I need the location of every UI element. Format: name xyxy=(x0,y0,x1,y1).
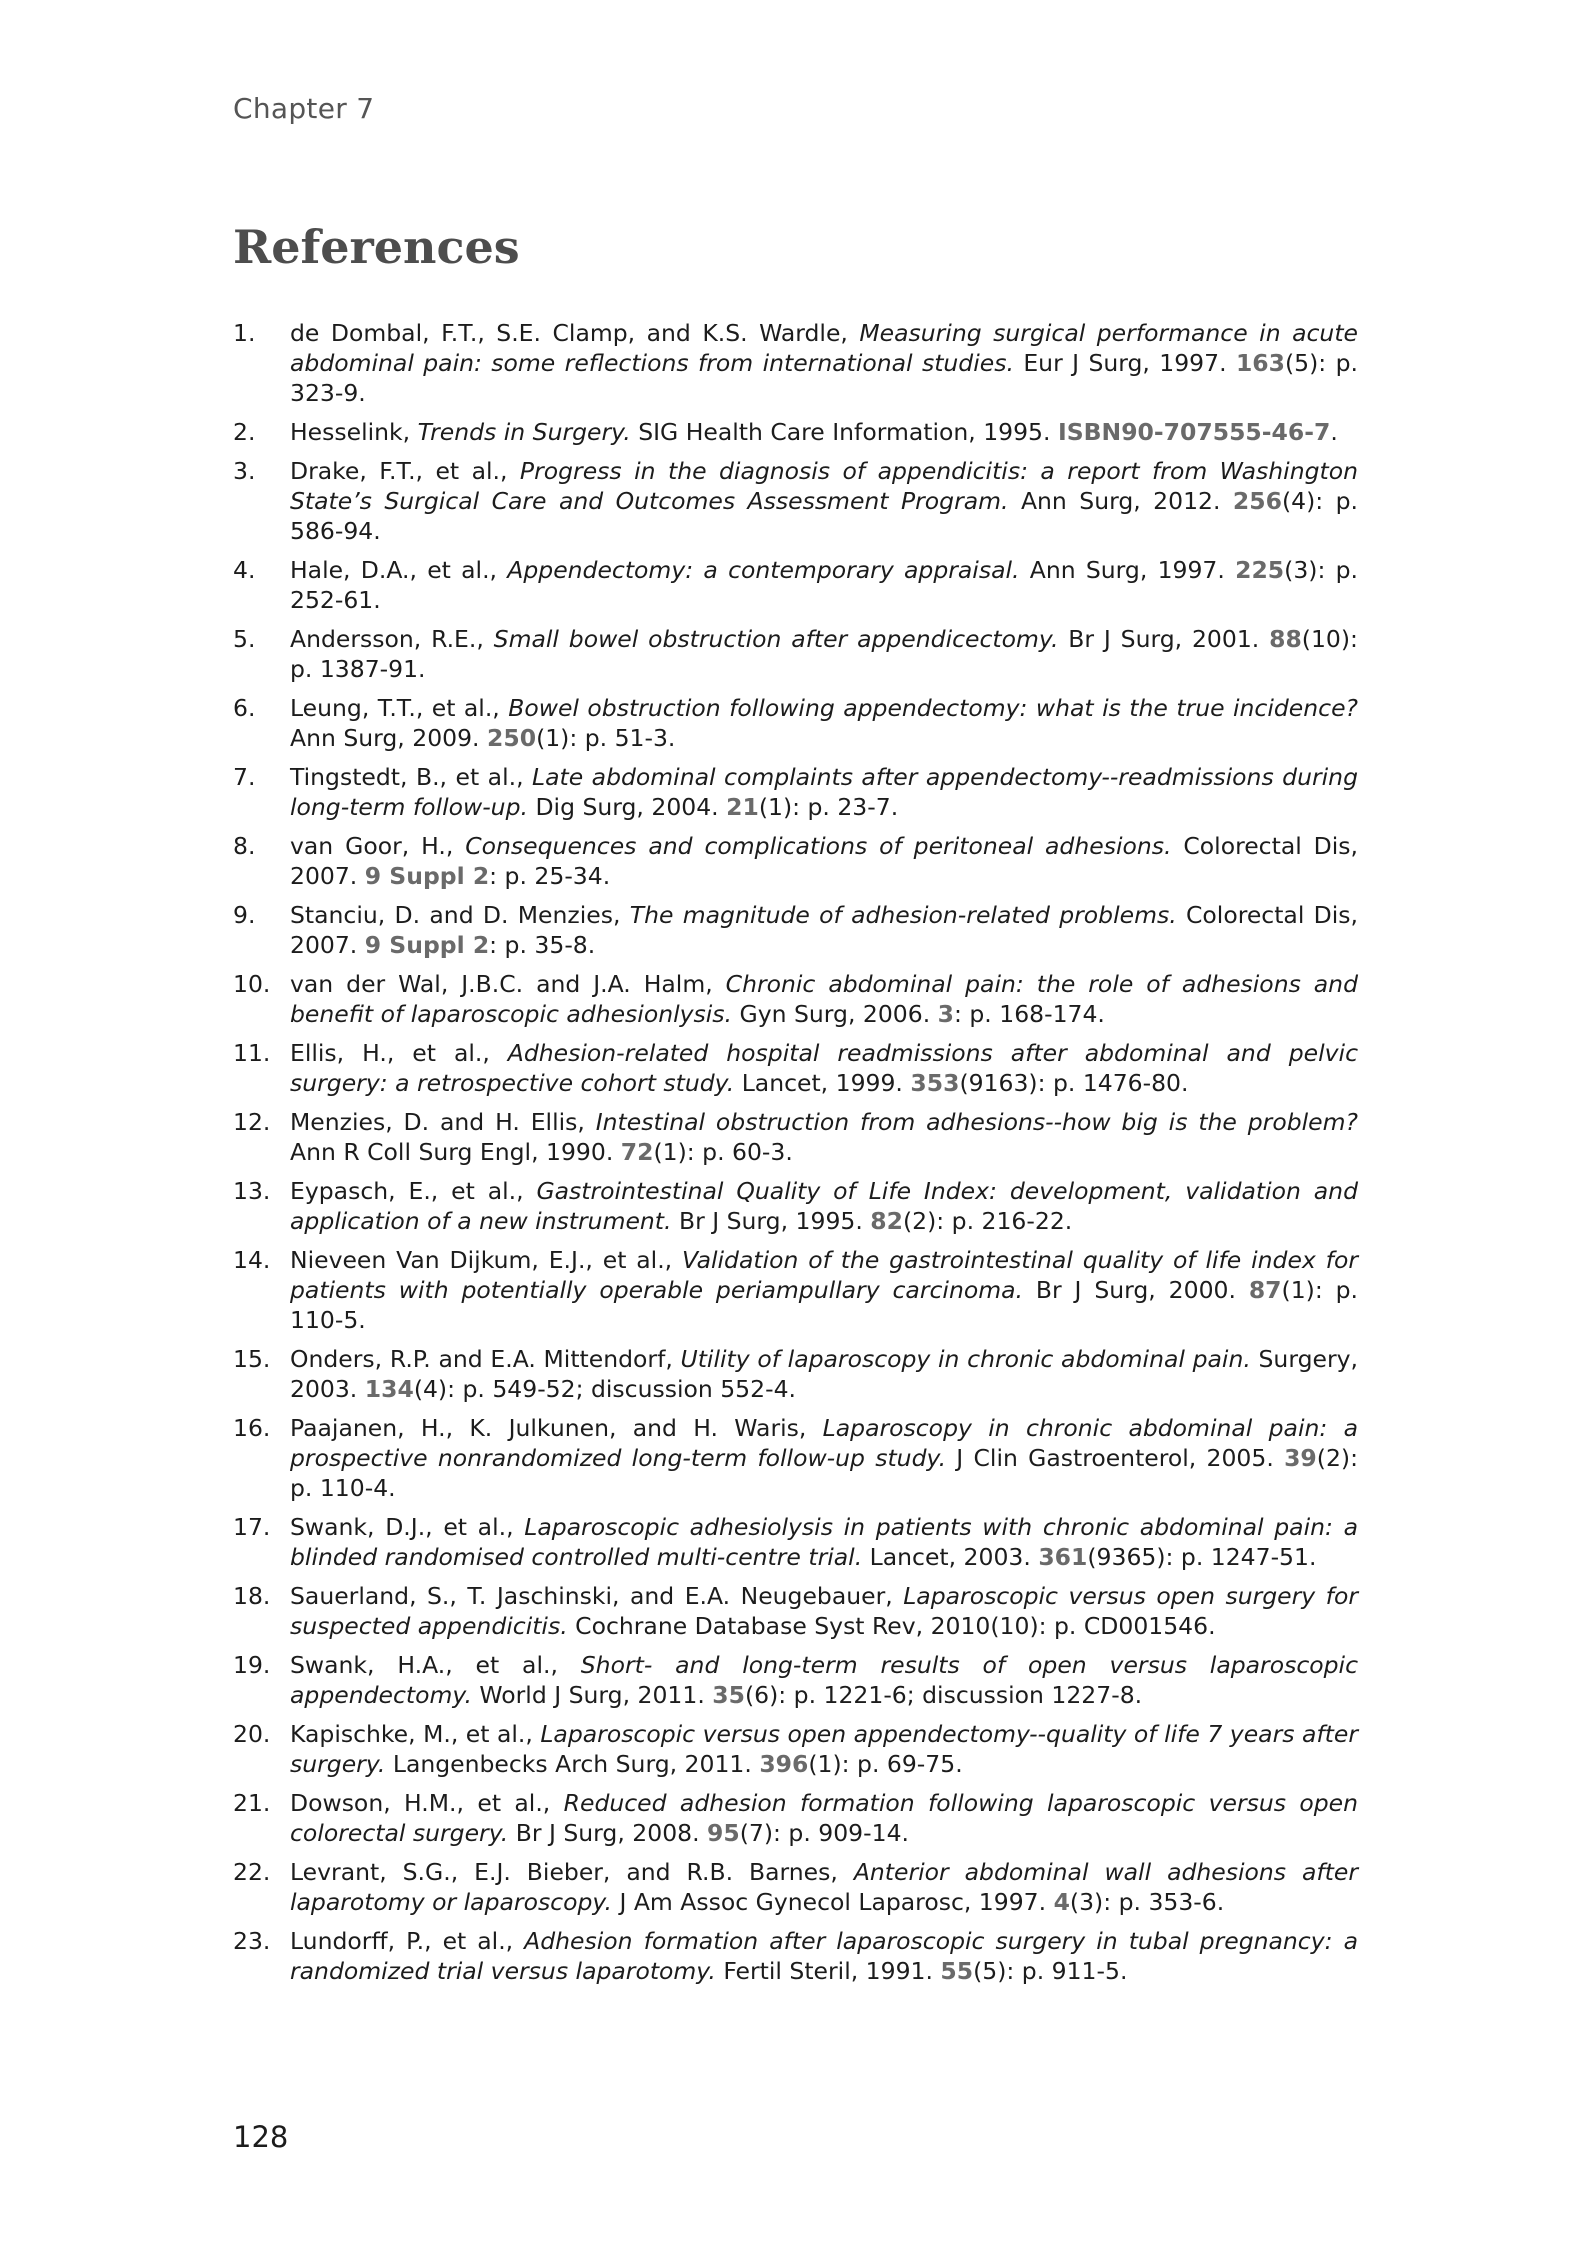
reference-number: 12. xyxy=(233,1108,271,1136)
reference-number: 20. xyxy=(233,1720,271,1748)
reference-authors: van der Wal, J.B.C. and J.A. Halm, xyxy=(290,970,726,998)
reference-number: 9. xyxy=(233,901,256,929)
reference-number: 10. xyxy=(233,970,271,998)
reference-pages: (4): p. 549-52; discussion 552-4. xyxy=(413,1375,796,1403)
reference-authors: Onders, R.P. and E.A. Mittendorf, xyxy=(290,1345,681,1373)
reference-authors: Menzies, D. and H. Ellis, xyxy=(290,1108,596,1136)
reference-journal: Lancet, 2003. xyxy=(862,1543,1039,1571)
reference-volume: 250 xyxy=(487,724,537,752)
reference-item xyxy=(233,900,1358,960)
reference-authors: Tingstedt, B., et al., xyxy=(290,763,533,791)
reference-authors: Sauerland, S., T. Jaschinski, and E.A. Neugebauer, xyxy=(290,1582,904,1610)
reference-authors: Kapischke, M., et al., xyxy=(290,1720,541,1748)
reference-volume: 353 xyxy=(910,1069,960,1097)
reference-title: Chronic abdominal pain: the role of adhesions and benefit of laparoscopic adhesionlysis. xyxy=(290,970,1358,1028)
reference-pages: : p. 25-34. xyxy=(489,862,611,890)
reference-title: Laparoscopic adhesiolysis in patients with chronic abdominal pain: a blinded randomised controlled multi-centre trial. xyxy=(290,1513,1358,1571)
reference-pages: (4): p. 586-94. xyxy=(290,487,1358,545)
reference-item xyxy=(233,1038,1358,1098)
reference-journal: Br J Surg, 1995. xyxy=(671,1207,871,1235)
reference-item xyxy=(233,1926,1358,1986)
reference-journal: Gyn Surg, 2006. xyxy=(732,1000,938,1028)
reference-authors: van Goor, H., xyxy=(290,832,466,860)
reference-item xyxy=(233,1413,1358,1503)
page-number: 128 xyxy=(233,2120,289,2154)
reference-journal: Eur J Surg, 1997. xyxy=(1013,349,1236,377)
reference-pages: (1): p. 51-3. xyxy=(536,724,676,752)
reference-pages: (9163): p. 1476-80. xyxy=(959,1069,1189,1097)
reference-item xyxy=(233,1788,1358,1848)
reference-pages: (3): p. 353-6. xyxy=(1069,1888,1225,1916)
reference-item xyxy=(233,831,1358,891)
reference-item xyxy=(233,693,1358,753)
reference-volume: 9 Suppl 2 xyxy=(364,862,490,890)
reference-authors: Eypasch, E., et al., xyxy=(290,1177,537,1205)
reference-pages: . xyxy=(1330,418,1338,446)
reference-authors: Andersson, R.E., xyxy=(290,625,494,653)
reference-volume: 39 xyxy=(1284,1444,1317,1472)
reference-journal: Lancet, 1999. xyxy=(734,1069,911,1097)
reference-title: Validation of the gastrointestinal quality of life index for patients with potentially operable periampullary carcinoma. xyxy=(290,1246,1358,1304)
reference-title: Short- and long-term results of open versus laparoscopic appendectomy. xyxy=(290,1651,1358,1709)
reference-item xyxy=(233,417,1358,447)
reference-volume: 72 xyxy=(620,1138,654,1166)
reference-journal: Colorectal Dis, 2007. xyxy=(290,832,1358,890)
reference-number: 18. xyxy=(233,1582,271,1610)
reference-volume: 9 Suppl 2 xyxy=(364,931,490,959)
reference-volume: 361 xyxy=(1038,1543,1088,1571)
reference-journal: Ann Surg, 1997. xyxy=(1019,556,1236,584)
reference-volume: 256 xyxy=(1232,487,1282,515)
reference-item xyxy=(233,969,1358,1029)
reference-journal: Colorectal Dis, 2007. xyxy=(290,901,1358,959)
reference-volume: 396 xyxy=(759,1750,809,1778)
reference-volume: 35 xyxy=(712,1681,745,1709)
reference-journal: Fertil Steril, 1991. xyxy=(715,1957,941,1985)
reference-number: 1. xyxy=(233,319,256,347)
reference-journal: Cochrane Database Syst Rev, 2010(10): p. CD001546. xyxy=(567,1612,1216,1640)
reference-pages: (1): p. 23-7. xyxy=(758,793,899,821)
reference-volume: 21 xyxy=(726,793,759,821)
reference-item xyxy=(233,318,1358,408)
section-title: References xyxy=(233,220,520,274)
reference-item xyxy=(233,1719,1358,1779)
reference-title: Laparoscopy in chronic abdominal pain: a prospective nonrandomized long-term follow-up study. xyxy=(290,1414,1358,1472)
reference-number: 13. xyxy=(233,1177,271,1205)
reference-title: Trends in Surgery. xyxy=(417,418,631,446)
reference-item xyxy=(233,1176,1358,1236)
reference-authors: Leung, T.T., et al., xyxy=(290,694,509,722)
reference-item xyxy=(233,1245,1358,1335)
reference-item xyxy=(233,1512,1358,1572)
reference-pages: (5): p. 323-9. xyxy=(290,349,1358,407)
reference-list xyxy=(233,318,1358,1995)
reference-pages: (3): p. 252-61. xyxy=(290,556,1359,614)
reference-pages: (1): p. 69-75. xyxy=(808,1750,963,1778)
reference-authors: Swank, D.J., et al., xyxy=(290,1513,525,1541)
reference-pages: (1): p. 60-3. xyxy=(653,1138,793,1166)
reference-title: Laparoscopic versus open surgery for suspected appendicitis. xyxy=(290,1582,1358,1640)
reference-authors: Hale, D.A., et al., xyxy=(290,556,508,584)
reference-volume: 82 xyxy=(870,1207,903,1235)
reference-number: 5. xyxy=(233,625,256,653)
reference-volume: 225 xyxy=(1235,556,1285,584)
reference-authors: de Dombal, F.T., S.E. Clamp, and K.S. Wardle, xyxy=(290,319,860,347)
reference-number: 3. xyxy=(233,457,256,485)
reference-authors: Dowson, H.M., et al., xyxy=(290,1789,564,1817)
reference-number: 4. xyxy=(233,556,256,584)
reference-journal: Ann R Coll Surg Engl, 1990. xyxy=(290,1138,621,1166)
reference-title: Laparoscopic versus open appendectomy--quality of life 7 years after surgery. xyxy=(290,1720,1358,1778)
reference-authors: Stanciu, D. and D. Menzies, xyxy=(290,901,630,929)
reference-title: Adhesion-related hospital readmissions after abdominal and pelvic surgery: a retrospective cohort study. xyxy=(290,1039,1358,1097)
reference-volume: 87 xyxy=(1248,1276,1282,1304)
reference-title: Small bowel obstruction after appendicectomy. xyxy=(493,625,1059,653)
reference-title: Intestinal obstruction from adhesions--how big is the problem? xyxy=(595,1108,1358,1136)
reference-authors: Paajanen, H., K. Julkunen, and H. Waris, xyxy=(290,1414,823,1442)
reference-title: Consequences and complications of peritoneal adhesions. xyxy=(465,832,1172,860)
reference-title: Measuring surgical performance in acute abdominal pain: some reflections from international studies. xyxy=(290,319,1358,377)
reference-authors: Drake, F.T., et al., xyxy=(290,457,520,485)
reference-number: 15. xyxy=(233,1345,271,1373)
reference-volume: 88 xyxy=(1269,625,1302,653)
reference-volume: 55 xyxy=(940,1957,974,1985)
reference-number: 22. xyxy=(233,1858,271,1886)
running-header: Chapter 7 xyxy=(233,92,375,125)
reference-item xyxy=(233,1581,1358,1641)
reference-journal: Langenbecks Arch Surg, 2011. xyxy=(385,1750,760,1778)
reference-number: 19. xyxy=(233,1651,271,1679)
reference-number: 21. xyxy=(233,1789,271,1817)
reference-journal: Br J Surg, 2008. xyxy=(508,1819,708,1847)
reference-journal: SIG Health Care Information, 1995. xyxy=(630,418,1058,446)
reference-number: 16. xyxy=(233,1414,271,1442)
reference-item xyxy=(233,762,1358,822)
reference-journal: Ann Surg, 2009. xyxy=(290,724,487,752)
reference-number: 17. xyxy=(233,1513,271,1541)
reference-journal: World J Surg, 2011. xyxy=(471,1681,713,1709)
reference-authors: Lundorff, P., et al., xyxy=(290,1927,525,1955)
reference-pages: : p. 35-8. xyxy=(489,931,596,959)
reference-item xyxy=(233,1650,1358,1710)
reference-volume: 4 xyxy=(1053,1888,1070,1916)
reference-pages: (7): p. 909-14. xyxy=(739,1819,909,1847)
reference-title: Progress in the diagnosis of appendicitis: a report from Washington State’s Surgical Care and Outcomes Assessment Program. xyxy=(290,457,1358,515)
reference-journal: J Am Assoc Gynecol Laparosc, 1997. xyxy=(611,1888,1054,1916)
reference-pages: (5): p. 911-5. xyxy=(973,1957,1128,1985)
reference-item xyxy=(233,456,1358,546)
reference-journal: Surgery, 2003. xyxy=(290,1345,1358,1403)
reference-item xyxy=(233,555,1358,615)
reference-title: Reduced adhesion formation following laparoscopic versus open colorectal surgery. xyxy=(290,1789,1358,1847)
reference-volume: 3 xyxy=(937,1000,954,1028)
reference-title: The magnitude of adhesion-related problems. xyxy=(629,901,1177,929)
reference-volume: ISBN90-707555-46-7 xyxy=(1057,418,1331,446)
reference-title: Gastrointestinal Quality of Life Index: development, validation and application of a new instrument. xyxy=(290,1177,1358,1235)
reference-item xyxy=(233,1344,1358,1404)
reference-title: Appendectomy: a contemporary appraisal. xyxy=(507,556,1020,584)
reference-number: 6. xyxy=(233,694,256,722)
reference-journal: Ann Surg, 2012. xyxy=(1008,487,1233,515)
reference-pages: (6): p. 1221-6; discussion 1227-8. xyxy=(744,1681,1143,1709)
reference-number: 8. xyxy=(233,832,256,860)
reference-title: Bowel obstruction following appendectomy: what is the true incidence? xyxy=(508,694,1359,722)
reference-journal: J Clin Gastroenterol, 2005. xyxy=(946,1444,1285,1472)
reference-volume: 134 xyxy=(364,1375,414,1403)
reference-pages: (2): p. 110-4. xyxy=(290,1444,1358,1502)
reference-pages: (10): p. 1387-91. xyxy=(290,625,1358,683)
reference-pages: (2): p. 216-22. xyxy=(903,1207,1073,1235)
reference-item xyxy=(233,624,1358,684)
reference-authors: Nieveen Van Dijkum, E.J., et al., xyxy=(290,1246,682,1274)
reference-title: Adhesion formation after laparoscopic surgery in tubal pregnancy: a randomized trial versus laparotomy. xyxy=(290,1927,1358,1985)
reference-title: Late abdominal complaints after appendectomy--readmissions during long-term follow-up. xyxy=(290,763,1358,821)
reference-pages: : p. 168-174. xyxy=(954,1000,1105,1028)
reference-number: 14. xyxy=(233,1246,271,1274)
reference-item xyxy=(233,1107,1358,1167)
reference-authors: Ellis, H., et al., xyxy=(290,1039,508,1067)
reference-journal: Dig Surg, 2004. xyxy=(527,793,727,821)
reference-number: 11. xyxy=(233,1039,271,1067)
reference-journal: Br J Surg, 2000. xyxy=(1022,1276,1249,1304)
reference-authors: Swank, H.A., et al., xyxy=(290,1651,581,1679)
reference-authors: Hesselink, xyxy=(290,418,418,446)
reference-number: 23. xyxy=(233,1927,271,1955)
reference-pages: (1): p. 110-5. xyxy=(290,1276,1359,1334)
reference-authors: Levrant, S.G., E.J. Bieber, and R.B. Barnes, xyxy=(290,1858,854,1886)
reference-journal: Br J Surg, 2001. xyxy=(1058,625,1270,653)
reference-title: Anterior abdominal wall adhesions after laparotomy or laparoscopy. xyxy=(290,1858,1358,1916)
reference-number: 7. xyxy=(233,763,256,791)
reference-volume: 95 xyxy=(707,1819,740,1847)
reference-title: Utility of laparoscopy in chronic abdominal pain. xyxy=(680,1345,1251,1373)
reference-pages: (9365): p. 1247-51. xyxy=(1087,1543,1317,1571)
reference-volume: 163 xyxy=(1235,349,1286,377)
reference-item xyxy=(233,1857,1358,1917)
reference-number: 2. xyxy=(233,418,256,446)
